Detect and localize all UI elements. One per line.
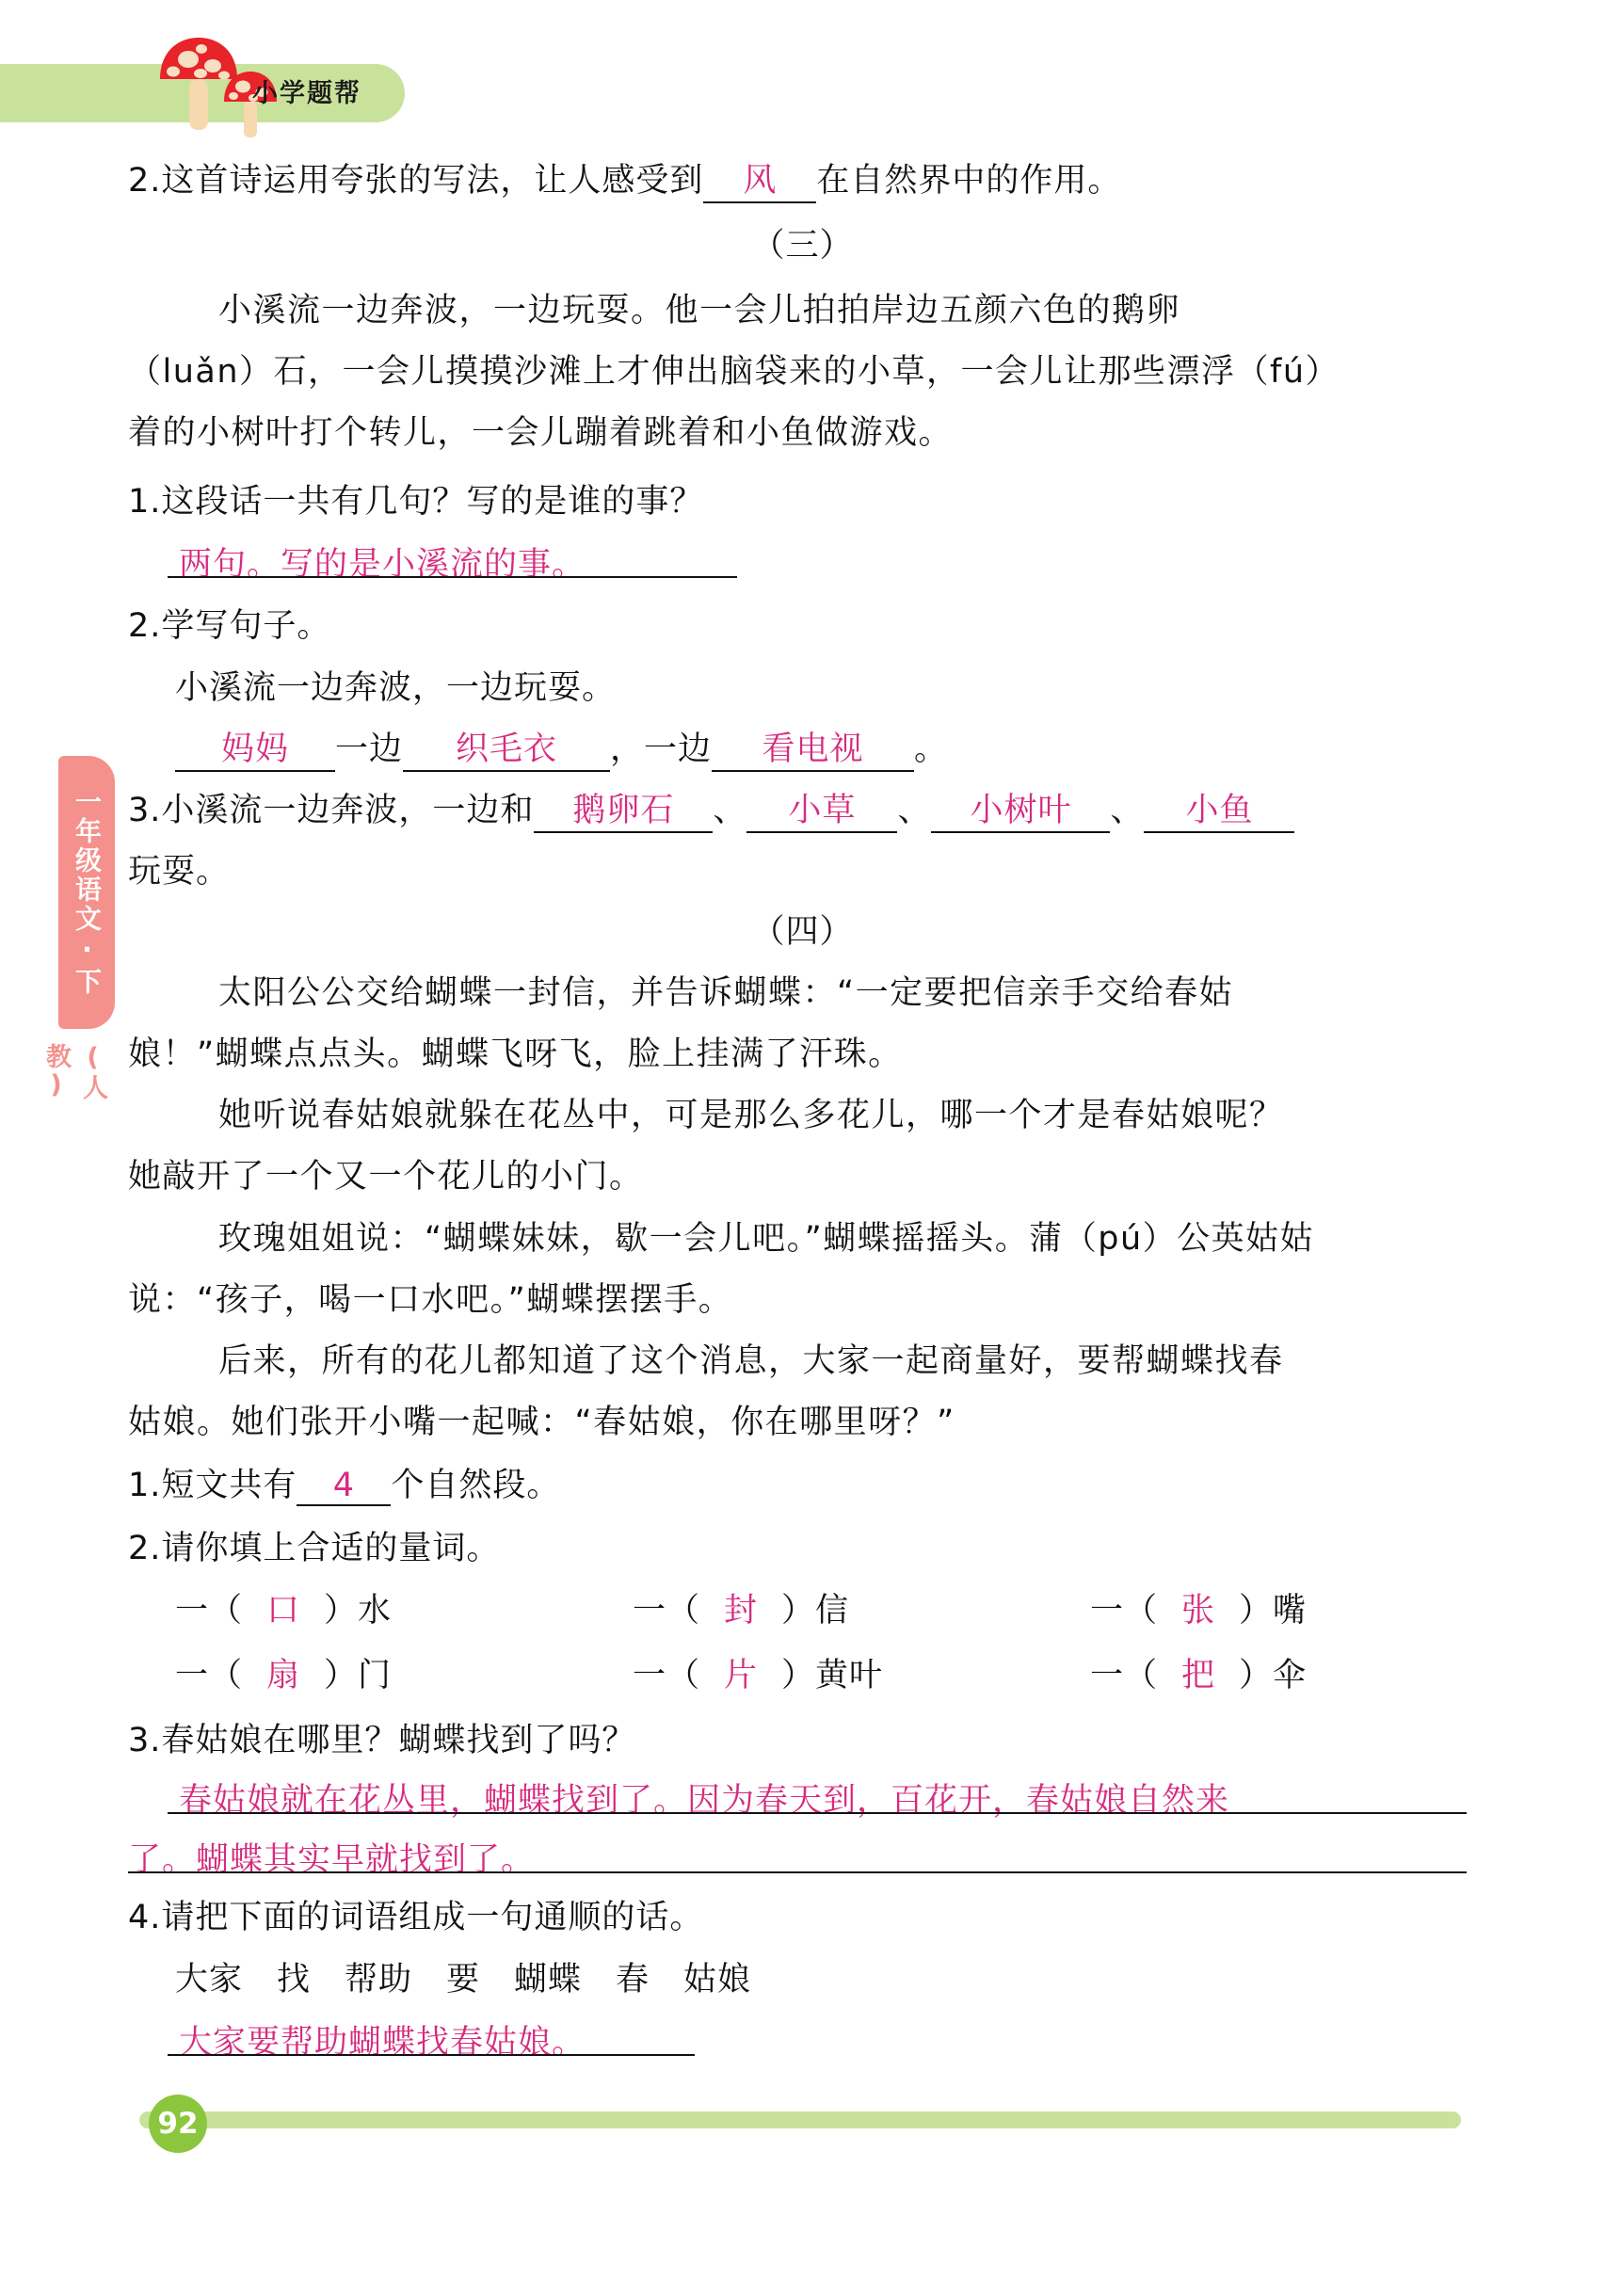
answer-rule	[168, 2054, 695, 2056]
answer-blank-4: 小鱼	[1144, 784, 1294, 833]
question-prompt: 这段话一共有几句？写的是谁的事？	[161, 483, 704, 521]
answer-blank: 风	[703, 154, 816, 203]
passage-line: 娘！”蝴蝶点点头。蝴蝶飞呀飞，脸上挂满了汗珠。	[128, 1036, 903, 1073]
prefix: 一（	[1090, 1657, 1159, 1694]
answer-blank-3: 看电视	[712, 723, 914, 772]
measure-word-item	[1090, 1584, 1307, 1631]
question-number: 3.	[128, 792, 162, 829]
measure-word-item	[175, 1649, 392, 1696]
suffix: ）伞	[1239, 1657, 1308, 1694]
passage-line: 姑娘。她们张开小嘴一起喊：“春姑娘，你在哪里呀？”	[128, 1404, 955, 1441]
prefix: 一（	[175, 1592, 244, 1630]
answer-blank: 片	[724, 1657, 759, 1694]
suffix: ）信	[781, 1592, 850, 1630]
static-text: 。	[914, 731, 949, 768]
static-text: 一边	[335, 731, 404, 768]
word-bank: 大家 找 帮助 要 蝴蝶 春 姑娘	[175, 1961, 752, 1999]
suffix: ）门	[324, 1657, 393, 1694]
publisher-label: (人教)	[41, 1043, 107, 1101]
measure-word-item	[633, 1584, 849, 1631]
question-continuation: 玩耍。	[128, 853, 231, 891]
question-row	[128, 600, 330, 647]
separator: 、	[713, 792, 747, 829]
answer-blank: 封	[724, 1592, 759, 1630]
question-number: 4.	[128, 1899, 162, 1936]
question-number: 2.	[128, 1530, 162, 1567]
question-number: 1.	[128, 483, 162, 521]
question-row	[128, 1714, 635, 1761]
question-text-after: 个自然段。	[391, 1467, 561, 1504]
static-text: ，一边	[610, 731, 713, 768]
answer-blank: 口	[266, 1592, 301, 1630]
footer-bar	[139, 2111, 1461, 2128]
answer-blank-1: 妈妈	[175, 723, 335, 772]
answer-text: 春姑娘就在花丛里，蝴蝶找到了。因为春天到，百花开，春姑娘自然来	[179, 1782, 1230, 1820]
prefix: 一（	[633, 1592, 701, 1630]
measure-word-item	[633, 1649, 883, 1696]
question-row	[128, 1891, 703, 1938]
measure-word-item	[1090, 1649, 1307, 1696]
answer-rule	[168, 1812, 1467, 1814]
question-text: 这首诗运用夸张的写法，让人感受到	[161, 162, 704, 200]
prefix: 一（	[633, 1657, 701, 1694]
prefix: 一（	[1090, 1592, 1159, 1630]
answer-text: 两句。写的是小溪流的事。	[179, 546, 586, 584]
question-number: 3.	[128, 1722, 162, 1759]
suffix: ）嘴	[1239, 1592, 1308, 1630]
question-number: 2.	[128, 162, 162, 200]
passage-line: 她听说春姑娘就躲在花丛中，可是那么多花儿，哪一个才是春姑娘呢？	[218, 1097, 1284, 1134]
example-sentence: 小溪流一边奔波，一边玩耍。	[175, 669, 617, 707]
measure-word-item	[175, 1584, 392, 1631]
answer-blank-3: 小树叶	[931, 784, 1110, 833]
passage-line: 小溪流一边奔波，一边玩耍。他一会儿拍拍岸边五颜六色的鹅卵	[218, 292, 1181, 329]
section-heading-four: （四）	[751, 913, 854, 951]
question-prompt: 学写句子。	[161, 607, 331, 645]
question-text-after: 在自然界中的作用。	[816, 162, 1122, 200]
question-row	[128, 1459, 560, 1506]
question-prompt: 春姑娘在哪里？蝴蝶找到了吗？	[161, 1722, 636, 1759]
grade-subject-label: 一年级语文·下	[72, 788, 103, 997]
answer-blank: 张	[1181, 1592, 1216, 1630]
separator: 、	[1110, 792, 1145, 829]
question-prompt: 小溪流一边奔波，一边和	[161, 792, 535, 829]
passage-line: 说：“孩子，喝一口水吧。”蝴蝶摆摆手。	[128, 1281, 733, 1319]
question-row	[128, 475, 703, 522]
passage-line: 玫瑰姐姐说：“蝴蝶妹妹，歇一会儿吧。”蝴蝶摇摇头。蒲（pú）公英姑姑	[218, 1220, 1315, 1258]
passage-line: （luǎn）石，一会儿摸摸沙滩上才伸出脑袋来的小草，一会儿让那些漂浮（fú）	[128, 353, 1340, 391]
answer-blank-2: 小草	[746, 784, 897, 833]
answer-blank-1: 鹅卵石	[534, 784, 713, 833]
question-text: 短文共有	[161, 1467, 297, 1504]
question-row	[128, 1522, 500, 1569]
passage-line: 后来，所有的花儿都知道了这个消息，大家一起商量好，要帮蝴蝶找春	[218, 1342, 1284, 1380]
brand-label: 小学题帮	[252, 79, 361, 108]
passage-line: 她敲开了一个又一个花儿的小门。	[128, 1158, 644, 1196]
suffix: ）水	[324, 1592, 393, 1630]
question-row	[128, 784, 1294, 833]
question-prompt: 请你填上合适的量词。	[161, 1530, 501, 1567]
answer-rule	[168, 576, 737, 578]
section-heading-three: （三）	[751, 227, 854, 265]
answer-blank: 扇	[266, 1657, 301, 1694]
page-number: 92	[149, 2095, 207, 2153]
prefix: 一（	[175, 1657, 244, 1694]
answer-text: 了。蝴蝶其实早就找到了。	[128, 1841, 536, 1879]
answer-blank: 4	[297, 1467, 391, 1506]
suffix: ）黄叶	[781, 1657, 884, 1694]
question-prompt: 请把下面的词语组成一句通顺的话。	[161, 1899, 704, 1936]
question-number: 2.	[128, 607, 162, 645]
passage-line: 太阳公公交给蝴蝶一封信，并告诉蝴蝶：“一定要把信亲手交给春姑	[218, 974, 1234, 1012]
question-row	[128, 154, 1121, 203]
answer-rule	[128, 1871, 1467, 1873]
fill-in-row	[175, 723, 948, 772]
separator: 、	[897, 792, 932, 829]
question-number: 1.	[128, 1467, 162, 1504]
answer-text: 大家要帮助蝴蝶找春姑娘。	[179, 2024, 586, 2062]
passage-line: 着的小树叶打个转儿，一会儿蹦着跳着和小鱼做游戏。	[128, 414, 954, 452]
answer-blank: 把	[1181, 1657, 1216, 1694]
answer-blank-2: 织毛衣	[403, 723, 610, 772]
